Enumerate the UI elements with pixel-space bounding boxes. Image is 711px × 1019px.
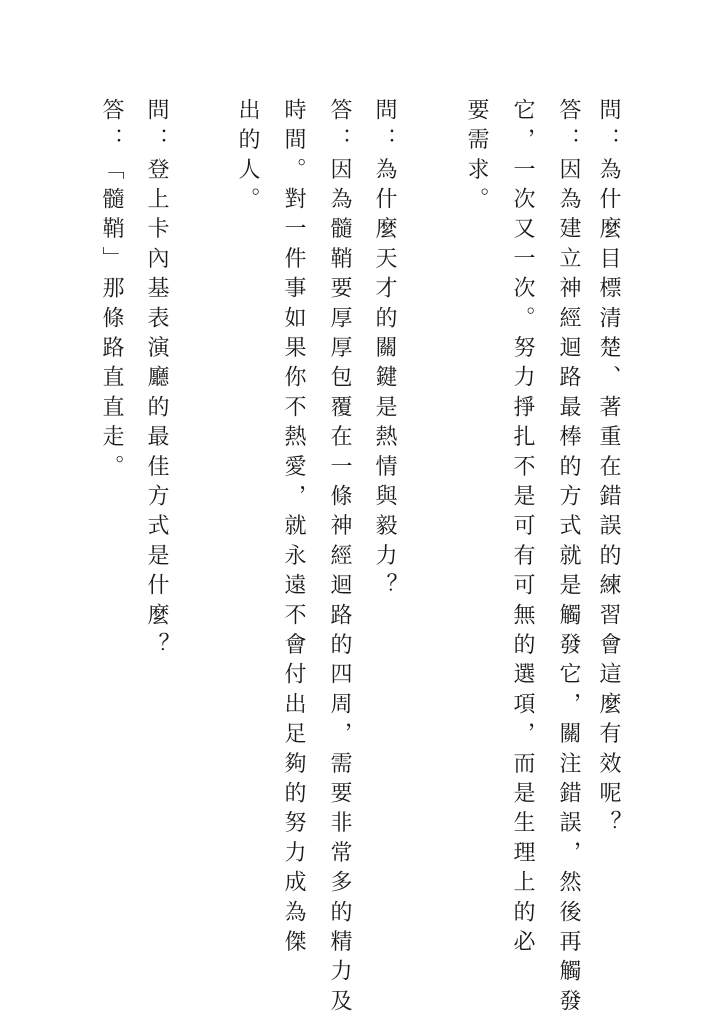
answer-2-line-1: 答：因為髓鞘要厚厚包覆在一條神經迴路的四周，需要非常多的精力及: [327, 98, 352, 1019]
question-2-line: 問：為什麼天才的關鍵是熱情與毅力？: [372, 98, 397, 603]
answer-1-line-3: 要需求。: [464, 98, 489, 217]
answer-1-line-2: 它，一次又一次。努力掙扎不是可有可無的選項，而是生理上的必: [510, 98, 535, 960]
answer-2-line-3: 出的人。: [235, 98, 260, 217]
question-1-line: 問：為什麼目標清楚、著重在錯誤的練習會這麼有效呢？: [596, 98, 621, 841]
answer-3-line: 答：「髓鞘」那條路直直走。: [99, 98, 124, 485]
question-3-line: 問：登上卡內基表演廳的最佳方式是什麼？: [144, 98, 169, 663]
answer-1-line-1: 答：因為建立神經迴路最棒的方式就是觸發它，關注錯誤，然後再觸發: [556, 98, 581, 1019]
answer-2-line-2: 時間。對一件事如果你不熱愛，就永遠不會付出足夠的努力成為傑: [281, 98, 306, 960]
